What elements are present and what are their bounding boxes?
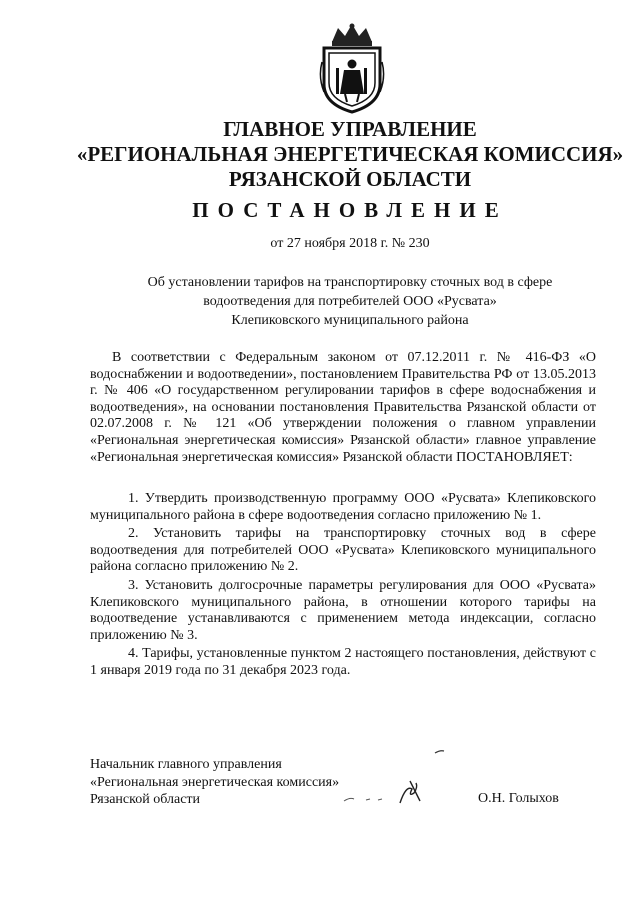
handwritten-signature-icon xyxy=(340,745,450,807)
document-subject xyxy=(60,273,640,330)
org-title-line: ГЛАВНОЕ УПРАВЛЕНИЕ xyxy=(223,117,477,141)
signatory-position-line: Начальник главного управления xyxy=(90,757,282,772)
signatory-position-line: Рязанской области xyxy=(90,792,201,807)
resolution-item: 1. Утвердить производственную программу ООО «Русвата» Клепиковского муниципального района в сфере водоотведения согласно приложению № 1. xyxy=(90,491,596,523)
resolution-item: 2. Установить тарифы на транспортировку сточных вод в сфере водоотведения для потребителей ООО «Русвата» Клепиковского муниципального района согласно приложению № 2. xyxy=(90,526,596,575)
document-type-heading: ПОСТАНОВЛЕНИЕ xyxy=(192,198,508,222)
organization-title xyxy=(60,117,640,192)
document-date-number: от 27 ноября 2018 г. № 230 xyxy=(270,236,430,251)
subject-line: Об установлении тарифов на транспортировку сточных вод в сфере xyxy=(147,275,553,290)
resolution-item: 4. Тарифы, установленные пунктом 2 настоящего постановления, действуют с 1 января 2019 года по 31 декабря 2023 года. xyxy=(90,646,596,678)
signatory-position xyxy=(90,756,339,809)
org-title-line: РЯЗАНСКОЙ ОБЛАСТИ xyxy=(228,167,472,191)
subject-line: Клепиковского муниципального района xyxy=(231,313,469,328)
signatory-position-line: «Региональная энергетическая комиссия» xyxy=(90,774,340,790)
resolution-items xyxy=(90,491,596,682)
preamble-paragraph: В соответствии с Федеральным законом от 07.12.2011 г. № 416-ФЗ «О водоснабжении и водоотведении», постановлением Правительства РФ от 13.05.2013 г. № 406 «О государственном регулировании тарифов в сфере водоснабжения и водоотведения», на основании постановления Правительства Рязанской области от 02.07.2008 г. № 121 «Об утверждении положения о главном управлении «Региональная энергетическая комиссия» Рязанской области» главное управление «Региональная энергетическая комиссия» Рязанской области ПОСТАНОВЛЯЕТ: xyxy=(90,350,596,465)
ryazan-coat-of-arms-icon xyxy=(318,22,386,114)
subject-line: водоотведения для потребителей ООО «Русвата» xyxy=(203,294,497,309)
org-title-line: «РЕГИОНАЛЬНАЯ ЭНЕРГЕТИЧЕСКАЯ КОМИССИЯ» xyxy=(76,142,624,166)
signatory-name: О.Н. Голыхов xyxy=(478,791,559,806)
resolution-item: 3. Установить долгосрочные параметры регулирования для ООО «Русвата» Клепиковского муниципального района, в отношении которого тарифы на водоотведение устанавливаются с применением метода индексации, согласно приложению № 3. xyxy=(90,577,596,643)
